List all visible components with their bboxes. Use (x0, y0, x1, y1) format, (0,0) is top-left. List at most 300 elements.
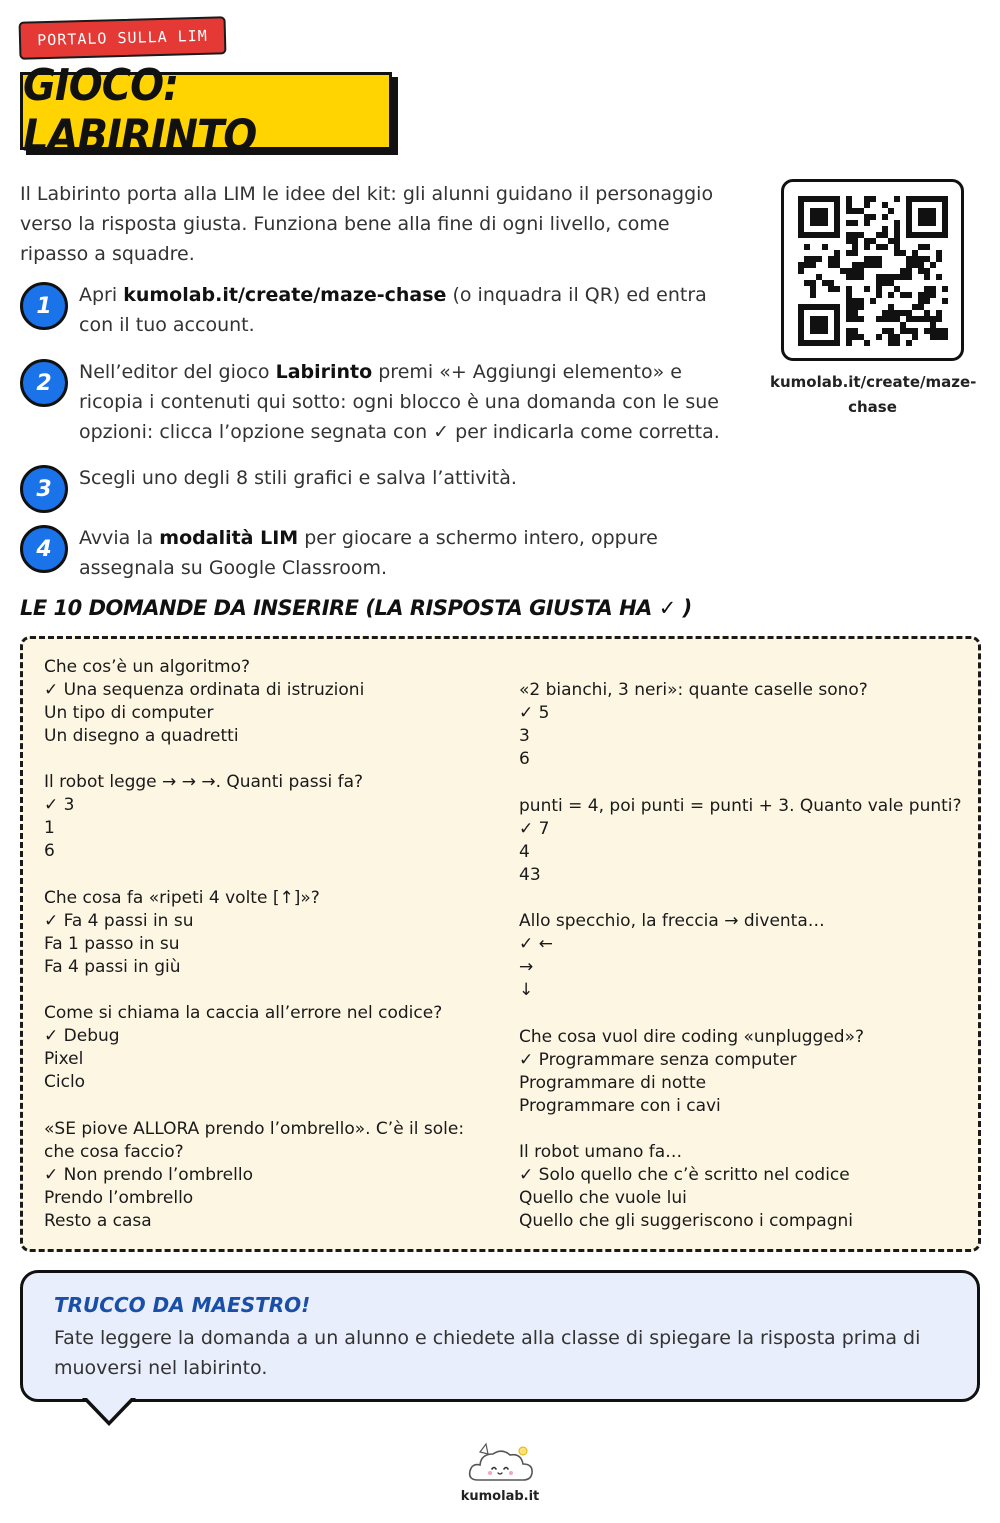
step-2 (20, 357, 740, 447)
qr-module (918, 208, 924, 214)
qr-module (834, 220, 840, 226)
qr-module (804, 262, 810, 268)
qr-module (882, 232, 888, 238)
qr-module (894, 286, 900, 292)
qr-module (942, 334, 948, 340)
qr-module (942, 286, 948, 292)
qr-module (810, 328, 816, 334)
qr-module (810, 262, 816, 268)
qr-module (798, 220, 804, 226)
qr-module (870, 196, 876, 202)
qr-module (852, 208, 858, 214)
qr-module (846, 250, 852, 256)
qr-module (906, 340, 912, 346)
qr-module (798, 322, 804, 328)
qr-module (834, 262, 840, 268)
qr-module (888, 280, 894, 286)
qr-module (816, 328, 822, 334)
qr-module (876, 244, 882, 250)
qr-module (930, 208, 936, 214)
step-4 (20, 523, 740, 583)
qr-module (798, 214, 804, 220)
qr-module (924, 286, 930, 292)
qr-module (822, 220, 828, 226)
qr-module (900, 310, 906, 316)
qr-module (900, 268, 906, 274)
qr-module (864, 214, 870, 220)
wrong-answer: 4 (519, 842, 530, 862)
question-block (519, 1141, 979, 1233)
qr-module (876, 292, 882, 298)
qr-module (906, 202, 912, 208)
qr-module (918, 232, 924, 238)
qr-module (894, 340, 900, 346)
speech-tail-fill (86, 1397, 132, 1421)
qr-module (906, 328, 912, 334)
qr-module (924, 196, 930, 202)
qr-module (816, 220, 822, 226)
question-text: Il robot umano fa… (519, 1142, 683, 1162)
qr-module (882, 202, 888, 208)
qr-module (894, 196, 900, 202)
step-link[interactable]: kumolab.it/create/maze-chase (123, 284, 447, 306)
qr-module (924, 292, 930, 298)
qr-module (828, 304, 834, 310)
qr-module (852, 250, 858, 256)
tip-title: TRUCCO DA MAESTRO! (54, 1293, 311, 1317)
qr-module (810, 316, 816, 322)
question-text: Il robot legge → → →. Quanti passi fa? (44, 772, 364, 792)
qr-module (882, 328, 888, 334)
qr-module (888, 238, 894, 244)
qr-module (870, 262, 876, 268)
qr-module (924, 268, 930, 274)
wrong-answer: Fa 1 passo in su (44, 934, 180, 954)
qr-module (852, 232, 858, 238)
qr-module (858, 208, 864, 214)
qr-module (822, 232, 828, 238)
qr-module (798, 304, 804, 310)
qr-module (894, 310, 900, 316)
qr-module (846, 238, 852, 244)
qr-module (864, 220, 870, 226)
qr-module (852, 268, 858, 274)
qr-module (864, 196, 870, 202)
wrong-answer: ↓ (519, 980, 534, 1000)
qr-module (924, 232, 930, 238)
qr-module (876, 232, 882, 238)
qr-module (894, 244, 900, 250)
qr-module (834, 202, 840, 208)
qr-module (912, 316, 918, 322)
qr-module (846, 274, 852, 280)
qr-module (804, 244, 810, 250)
qr-module (798, 232, 804, 238)
section-title: LE 10 DOMANDE DA INSERIRE (LA RISPOSTA GIUSTA HA ✓ ) (20, 596, 692, 620)
qr-module (834, 256, 840, 262)
step-text: Apri kumolab.it/create/maze-chase (o inquadra il QR) ed entra con il tuo account. (79, 284, 707, 336)
qr-module (846, 334, 852, 340)
qr-module (798, 316, 804, 322)
qr-module (864, 238, 870, 244)
qr-module (918, 256, 924, 262)
qr-module (930, 292, 936, 298)
qr-module (888, 274, 894, 280)
qr-module (882, 310, 888, 316)
question-text: Che cos’è un algoritmo? (44, 657, 251, 677)
qr-module (834, 286, 840, 292)
qr-module (936, 334, 942, 340)
qr-module (936, 232, 942, 238)
qr-module (798, 262, 804, 268)
qr-module (906, 268, 912, 274)
question-block (519, 679, 979, 771)
qr-module (822, 196, 828, 202)
step-number: 1 (20, 282, 68, 330)
qr-module (798, 334, 804, 340)
qr-module (846, 220, 852, 226)
qr-module (858, 304, 864, 310)
qr-module (858, 262, 864, 268)
qr-module (876, 280, 882, 286)
qr-module (894, 334, 900, 340)
wrong-answer: Pixel (44, 1049, 84, 1069)
qr-module (870, 298, 876, 304)
qr-module (894, 238, 900, 244)
qr-module (936, 256, 942, 262)
step-text: Nell’editor del gioco Labirinto premi «+ Aggiungi elemento» e ricopia i contenuti qui sotto: ogni blocco è una domanda con le sue opzioni: clicca l’opzione segnata con ✓ per indicarla come corretta. (79, 361, 720, 443)
qr-module (858, 334, 864, 340)
qr-module (882, 274, 888, 280)
qr-module (816, 340, 822, 346)
qr-module (822, 328, 828, 334)
question-block (519, 795, 979, 887)
qr-module (912, 262, 918, 268)
page-title: GIOCO: LABIRINTO (20, 72, 392, 150)
qr-module (912, 334, 918, 340)
qr-module (822, 244, 828, 250)
qr-module (906, 310, 912, 316)
qr-caption[interactable]: kumolab.it/create/maze-chase (770, 373, 977, 416)
qr-module (930, 334, 936, 340)
qr-module (810, 208, 816, 214)
qr-module (930, 316, 936, 322)
qr-module (930, 196, 936, 202)
qr-module (942, 202, 948, 208)
qr-module (906, 208, 912, 214)
qr-module (840, 268, 846, 274)
wrong-answer: 6 (519, 749, 530, 769)
qr-module (798, 310, 804, 316)
qr-module (834, 328, 840, 334)
qr-module (942, 232, 948, 238)
tip-text: Fate leggere la domanda a un alunno e chiedete alla classe di spiegare la risposta prima di muoversi nel labirinto. (54, 1327, 921, 1379)
qr-module (864, 262, 870, 268)
correct-answer: ✓ Debug (44, 1026, 120, 1046)
qr-module (876, 334, 882, 340)
wrong-answer: 6 (44, 841, 55, 861)
qr-module (810, 196, 816, 202)
qr-module (852, 328, 858, 334)
qr-module (936, 250, 942, 256)
qr-module (822, 280, 828, 286)
qr-module (816, 208, 822, 214)
qr-module (894, 316, 900, 322)
qr-module (924, 214, 930, 220)
qr-module (918, 214, 924, 220)
qr-module (834, 340, 840, 346)
qr-module (804, 304, 810, 310)
wrong-answer: 1 (44, 818, 55, 838)
qr-module (906, 292, 912, 298)
qr-module (924, 310, 930, 316)
qr-module (906, 214, 912, 220)
qr-module (846, 340, 852, 346)
qr-module (810, 256, 816, 262)
qr-module (936, 328, 942, 334)
intro-paragraph: Il Labirinto porta alla LIM le idee del kit: gli alunni guidano il personaggio verso la risposta giusta. Funziona bene alla fine di ogni livello, come ripasso a squadre. (20, 183, 714, 265)
qr-module (804, 196, 810, 202)
qr-module (864, 256, 870, 262)
footer-brand[interactable]: kumolab.it (460, 1489, 540, 1504)
qr-module (846, 202, 852, 208)
correct-answer: ✓ Una sequenza ordinata di istruzioni (44, 680, 365, 700)
step-1 (20, 280, 740, 340)
qr-module (816, 304, 822, 310)
qr-module (852, 334, 858, 340)
qr-module (930, 328, 936, 334)
qr-module (828, 196, 834, 202)
qr-module (912, 250, 918, 256)
qr-module (888, 292, 894, 298)
portalo-badge: PORTALO SULLA LIM (19, 16, 227, 59)
step-number: 4 (20, 525, 68, 573)
qr-module (888, 328, 894, 334)
qr-module (918, 268, 924, 274)
qr-module (834, 310, 840, 316)
qr-module (804, 256, 810, 262)
question-text-continued: che cosa faccio? (44, 1142, 184, 1162)
qr-module (852, 316, 858, 322)
step-3 (20, 463, 740, 513)
qr-module (918, 220, 924, 226)
qr-module (900, 322, 906, 328)
qr-module (834, 196, 840, 202)
tip-box (20, 1270, 980, 1402)
qr-module (846, 304, 852, 310)
qr-module (816, 196, 822, 202)
qr-module (882, 226, 888, 232)
qr-module (858, 232, 864, 238)
qr-module (900, 274, 906, 280)
correct-answer: ✓ Non prendo l’ombrello (44, 1165, 253, 1185)
question-text: Allo specchio, la freccia → diventa… (519, 911, 825, 931)
qr-module (906, 262, 912, 268)
qr-module (822, 214, 828, 220)
question-text: Che cosa fa «ripeti 4 volte [↑]»? (44, 888, 320, 908)
question-text: «2 bianchi, 3 neri»: quante caselle sono? (519, 680, 868, 700)
qr-module (846, 208, 852, 214)
qr-module (888, 316, 894, 322)
qr-module (798, 268, 804, 274)
wrong-answer: Un tipo di computer (44, 703, 214, 723)
wrong-answer: Un disegno a quadretti (44, 726, 239, 746)
correct-answer: ✓ 3 (44, 795, 75, 815)
correct-answer: ✓ ← (519, 934, 553, 954)
qr-module (864, 286, 870, 292)
qr-module (942, 196, 948, 202)
qr-module (846, 298, 852, 304)
qr-module (906, 256, 912, 262)
qr-module (816, 256, 822, 262)
qr-module (882, 316, 888, 322)
qr-module (900, 250, 906, 256)
qr-module (882, 214, 888, 220)
correct-answer: ✓ Programmare senza computer (519, 1050, 797, 1070)
question-text: «SE piove ALLORA prendo l’ombrello». C’è il sole: (44, 1119, 465, 1139)
qr-module (942, 226, 948, 232)
qr-module (834, 322, 840, 328)
qr-module (852, 274, 858, 280)
qr-module (882, 280, 888, 286)
qr-module (918, 298, 924, 304)
qr-module (906, 316, 912, 322)
question-block (519, 1026, 979, 1118)
qr-module (852, 298, 858, 304)
qr-module (942, 220, 948, 226)
qr-module (804, 232, 810, 238)
qr-module (804, 340, 810, 346)
qr-module (918, 292, 924, 298)
qr-module (900, 292, 906, 298)
qr-module (930, 214, 936, 220)
qr-module (858, 316, 864, 322)
qr-module (834, 334, 840, 340)
qr-module (894, 250, 900, 256)
qr-module (852, 220, 858, 226)
qr-module (930, 220, 936, 226)
correct-answer: ✓ 5 (519, 703, 550, 723)
qr-module (882, 244, 888, 250)
qr-module (798, 340, 804, 346)
qr-module (828, 256, 834, 262)
qr-module (924, 256, 930, 262)
qr-module (858, 268, 864, 274)
qr-module (918, 316, 924, 322)
qr-module (870, 256, 876, 262)
qr-module (888, 310, 894, 316)
qr-module (876, 262, 882, 268)
question-block (44, 887, 494, 979)
qr-module (942, 214, 948, 220)
qr-module (942, 298, 948, 304)
qr-module (876, 256, 882, 262)
qr-module (804, 280, 810, 286)
qr-module (828, 280, 834, 286)
qr-module (816, 322, 822, 328)
qr-module (852, 244, 858, 250)
qr-module (846, 328, 852, 334)
qr-module (816, 274, 822, 280)
qr-module (846, 310, 852, 316)
qr-module (834, 226, 840, 232)
question-text: punti = 4, poi punti = punti + 3. Quanto vale punti? (519, 796, 962, 816)
correct-answer: ✓ Fa 4 passi in su (44, 911, 194, 931)
qr-module (864, 340, 870, 346)
qr-module (870, 214, 876, 220)
qr-module (906, 196, 912, 202)
wrong-answer: Quello che vuole lui (519, 1188, 687, 1208)
qr-module (810, 322, 816, 328)
qr-module (888, 208, 894, 214)
wrong-answer: → (519, 957, 534, 977)
qr-module (912, 256, 918, 262)
qr-module (834, 316, 840, 322)
step-text: Avvia la modalità LIM per giocare a schermo intero, oppure assegnala su Google Classroom. (79, 527, 658, 579)
wrong-answer: Programmare con i cavi (519, 1096, 721, 1116)
qr-module (912, 304, 918, 310)
qr-module (888, 340, 894, 346)
qr-module (888, 334, 894, 340)
qr-module (876, 274, 882, 280)
qr-module (810, 286, 816, 292)
qr-module (846, 232, 852, 238)
qr-module (822, 340, 828, 346)
qr-module (876, 316, 882, 322)
qr-module (798, 202, 804, 208)
qr-module (906, 220, 912, 226)
qr-module (930, 286, 936, 292)
question-block (44, 1002, 494, 1094)
qr-module (858, 274, 864, 280)
qr-module (894, 274, 900, 280)
qr-module (906, 226, 912, 232)
question-block (519, 910, 979, 1002)
question-block (44, 656, 494, 748)
qr-module (930, 262, 936, 268)
qr-module (900, 328, 906, 334)
qr-module (918, 262, 924, 268)
qr-code-graphic (798, 196, 948, 346)
qr-module (918, 244, 924, 250)
qr-module (798, 208, 804, 214)
qr-module (834, 304, 840, 310)
qr-module (834, 250, 840, 256)
qr-module (864, 202, 870, 208)
qr-module (852, 238, 858, 244)
wrong-answer: Quello che gli suggeriscono i compagni (519, 1211, 853, 1231)
qr-module (858, 298, 864, 304)
qr-module (894, 220, 900, 226)
qr-module (834, 232, 840, 238)
qr-module (798, 328, 804, 334)
qr-module (810, 280, 816, 286)
cloud-mascot-icon (466, 1442, 536, 1486)
step-number: 2 (20, 359, 68, 407)
qr-module (822, 208, 828, 214)
question-text: Che cosa vuol dire coding «unplugged»? (519, 1027, 865, 1047)
qr-module (942, 328, 948, 334)
qr-code-icon[interactable] (781, 179, 964, 361)
qr-module (870, 238, 876, 244)
qr-module (852, 310, 858, 316)
qr-module (924, 316, 930, 322)
questions-box (20, 636, 981, 1252)
qr-module (822, 304, 828, 310)
qr-module (906, 232, 912, 238)
qr-module (876, 286, 882, 292)
qr-module (846, 268, 852, 274)
